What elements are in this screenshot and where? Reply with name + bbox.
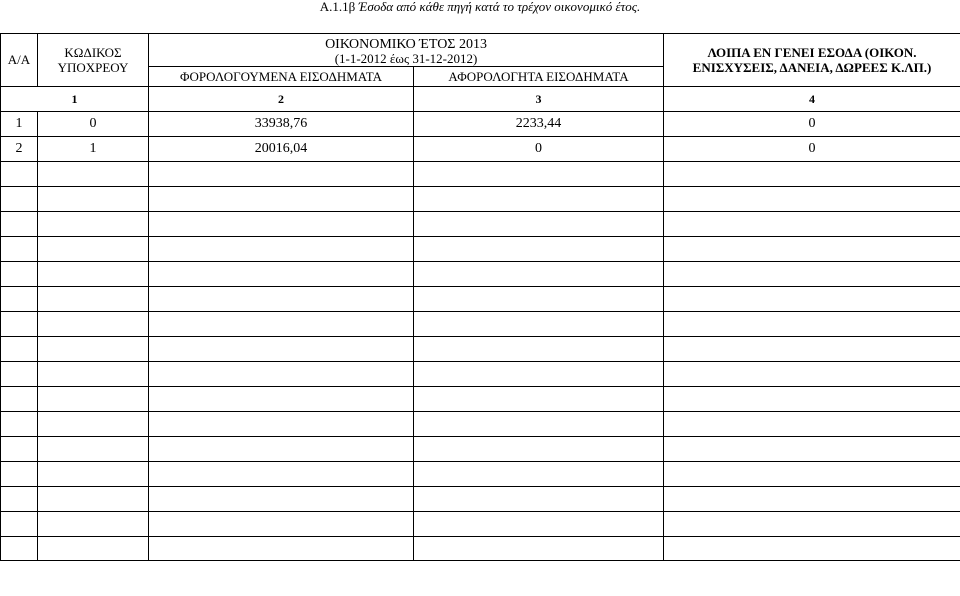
empty-cell (149, 162, 414, 187)
empty-cell (149, 262, 414, 287)
empty-cell (414, 187, 664, 212)
empty-row (1, 362, 960, 387)
document-title (0, 0, 960, 14)
empty-cell (1, 487, 38, 512)
empty-cell (149, 312, 414, 337)
column-number-1: 1 (1, 87, 149, 112)
empty-cell (38, 512, 149, 537)
empty-cell (414, 337, 664, 362)
empty-cell (414, 162, 664, 187)
cell-aa: 2 (1, 137, 38, 162)
header-fiscal-year (149, 34, 664, 67)
column-number-row (1, 87, 960, 112)
header-other-income (664, 34, 960, 87)
empty-cell (149, 512, 414, 537)
empty-row (1, 337, 960, 362)
empty-cell (414, 212, 664, 237)
empty-cell (414, 412, 664, 437)
empty-cell (664, 162, 960, 187)
empty-cell (1, 262, 38, 287)
empty-row (1, 162, 960, 187)
table-row (1, 137, 960, 162)
cell-aa: 1 (1, 112, 38, 137)
empty-row (1, 237, 960, 262)
empty-cell (149, 437, 414, 462)
cell-taxable: 20016,04 (149, 137, 414, 162)
empty-cell (664, 512, 960, 537)
empty-cell (38, 362, 149, 387)
section-number: Α.1.1β (319, 0, 356, 14)
empty-row (1, 262, 960, 287)
empty-cell (664, 362, 960, 387)
section-title: Έσοδα από κάθε πηγή κατά το τρέχον οικονομικό έτος. (358, 0, 641, 14)
cell-other: 0 (664, 112, 960, 137)
header-period: (1-1-2012 έως 31-12-2012) (334, 51, 478, 66)
empty-cell (38, 162, 149, 187)
empty-cell (1, 387, 38, 412)
empty-cell (664, 462, 960, 487)
empty-cell (38, 387, 149, 412)
empty-cell (38, 237, 149, 262)
cell-nontaxable: 0 (414, 137, 664, 162)
empty-row (1, 212, 960, 237)
header-aa: Α/Α (1, 34, 38, 87)
empty-cell (414, 237, 664, 262)
empty-cell (414, 512, 664, 537)
cell-code: 0 (38, 112, 149, 137)
empty-cell (1, 312, 38, 337)
empty-cell (414, 487, 664, 512)
empty-cell (1, 412, 38, 437)
header-code-line2: ΥΠΟΧΡΕΟΥ (57, 60, 129, 75)
empty-cell (414, 462, 664, 487)
empty-cell (149, 462, 414, 487)
header-other-line1: ΛΟΙΠΑ ΕΝ ΓΕΝΕΙ ΕΣΟΔΑ (ΟΙΚΟΝ. (707, 45, 917, 60)
cell-code: 1 (38, 137, 149, 162)
column-number-3: 3 (414, 87, 664, 112)
empty-cell (414, 387, 664, 412)
cell-taxable: 33938,76 (149, 112, 414, 137)
empty-cell (1, 437, 38, 462)
empty-row (1, 537, 960, 561)
empty-cell (1, 337, 38, 362)
empty-cell (38, 212, 149, 237)
empty-cell (664, 437, 960, 462)
empty-cell (149, 237, 414, 262)
header-nontaxable: ΑΦΟΡΟΛΟΓΗΤΑ ΕΙΣΟΔΗΜΑΤΑ (414, 67, 664, 87)
empty-cell (1, 162, 38, 187)
empty-cell (1, 237, 38, 262)
income-table (0, 33, 960, 561)
empty-cell (149, 537, 414, 561)
header-other-line2: ΕΝΙΣΧΥΣΕΙΣ, ΔΑΝΕΙΑ, ΔΩΡΕΕΣ Κ.ΛΠ.) (692, 60, 932, 75)
empty-cell (664, 487, 960, 512)
empty-cell (414, 262, 664, 287)
empty-cell (414, 437, 664, 462)
cell-other: 0 (664, 137, 960, 162)
header-year: ΟΙΚΟΝΟΜΙΚΟ ΈΤΟΣ 2013 (325, 37, 487, 52)
empty-cell (414, 362, 664, 387)
empty-cell (149, 487, 414, 512)
cell-nontaxable: 2233,44 (414, 112, 664, 137)
empty-cell (664, 412, 960, 437)
header-row-top (1, 34, 960, 67)
empty-cell (664, 537, 960, 561)
empty-row (1, 512, 960, 537)
empty-cell (664, 337, 960, 362)
empty-cell (664, 237, 960, 262)
empty-cell (1, 512, 38, 537)
empty-cell (149, 337, 414, 362)
empty-row (1, 187, 960, 212)
empty-cell (149, 212, 414, 237)
empty-cell (414, 312, 664, 337)
empty-cell (1, 537, 38, 561)
empty-row (1, 462, 960, 487)
empty-row (1, 412, 960, 437)
empty-cell (38, 262, 149, 287)
table-row (1, 112, 960, 137)
empty-row (1, 437, 960, 462)
empty-cell (1, 187, 38, 212)
empty-cell (149, 187, 414, 212)
empty-cell (38, 537, 149, 561)
empty-cell (38, 287, 149, 312)
empty-cell (38, 462, 149, 487)
header-code (38, 34, 149, 87)
column-number-4: 4 (664, 87, 960, 112)
empty-row (1, 312, 960, 337)
empty-cell (664, 187, 960, 212)
empty-cell (664, 312, 960, 337)
empty-cell (1, 287, 38, 312)
empty-cell (149, 387, 414, 412)
empty-row (1, 287, 960, 312)
empty-cell (414, 537, 664, 561)
empty-cell (149, 287, 414, 312)
empty-row (1, 487, 960, 512)
empty-cell (149, 412, 414, 437)
empty-cell (38, 187, 149, 212)
empty-cell (38, 312, 149, 337)
column-number-2: 2 (149, 87, 414, 112)
header-code-line1: ΚΩΔΙΚΟΣ (64, 45, 122, 60)
empty-cell (1, 362, 38, 387)
empty-cell (664, 287, 960, 312)
empty-cell (1, 212, 38, 237)
empty-cell (38, 337, 149, 362)
header-taxable: ΦΟΡΟΛΟΓΟΥΜΕΝΑ ΕΙΣΟΔΗΜΑΤΑ (149, 67, 414, 87)
empty-cell (664, 387, 960, 412)
empty-cell (38, 487, 149, 512)
empty-cell (414, 287, 664, 312)
empty-cell (149, 362, 414, 387)
empty-row (1, 387, 960, 412)
empty-cell (38, 412, 149, 437)
empty-cell (664, 262, 960, 287)
empty-cell (38, 437, 149, 462)
empty-cell (664, 212, 960, 237)
empty-cell (1, 462, 38, 487)
